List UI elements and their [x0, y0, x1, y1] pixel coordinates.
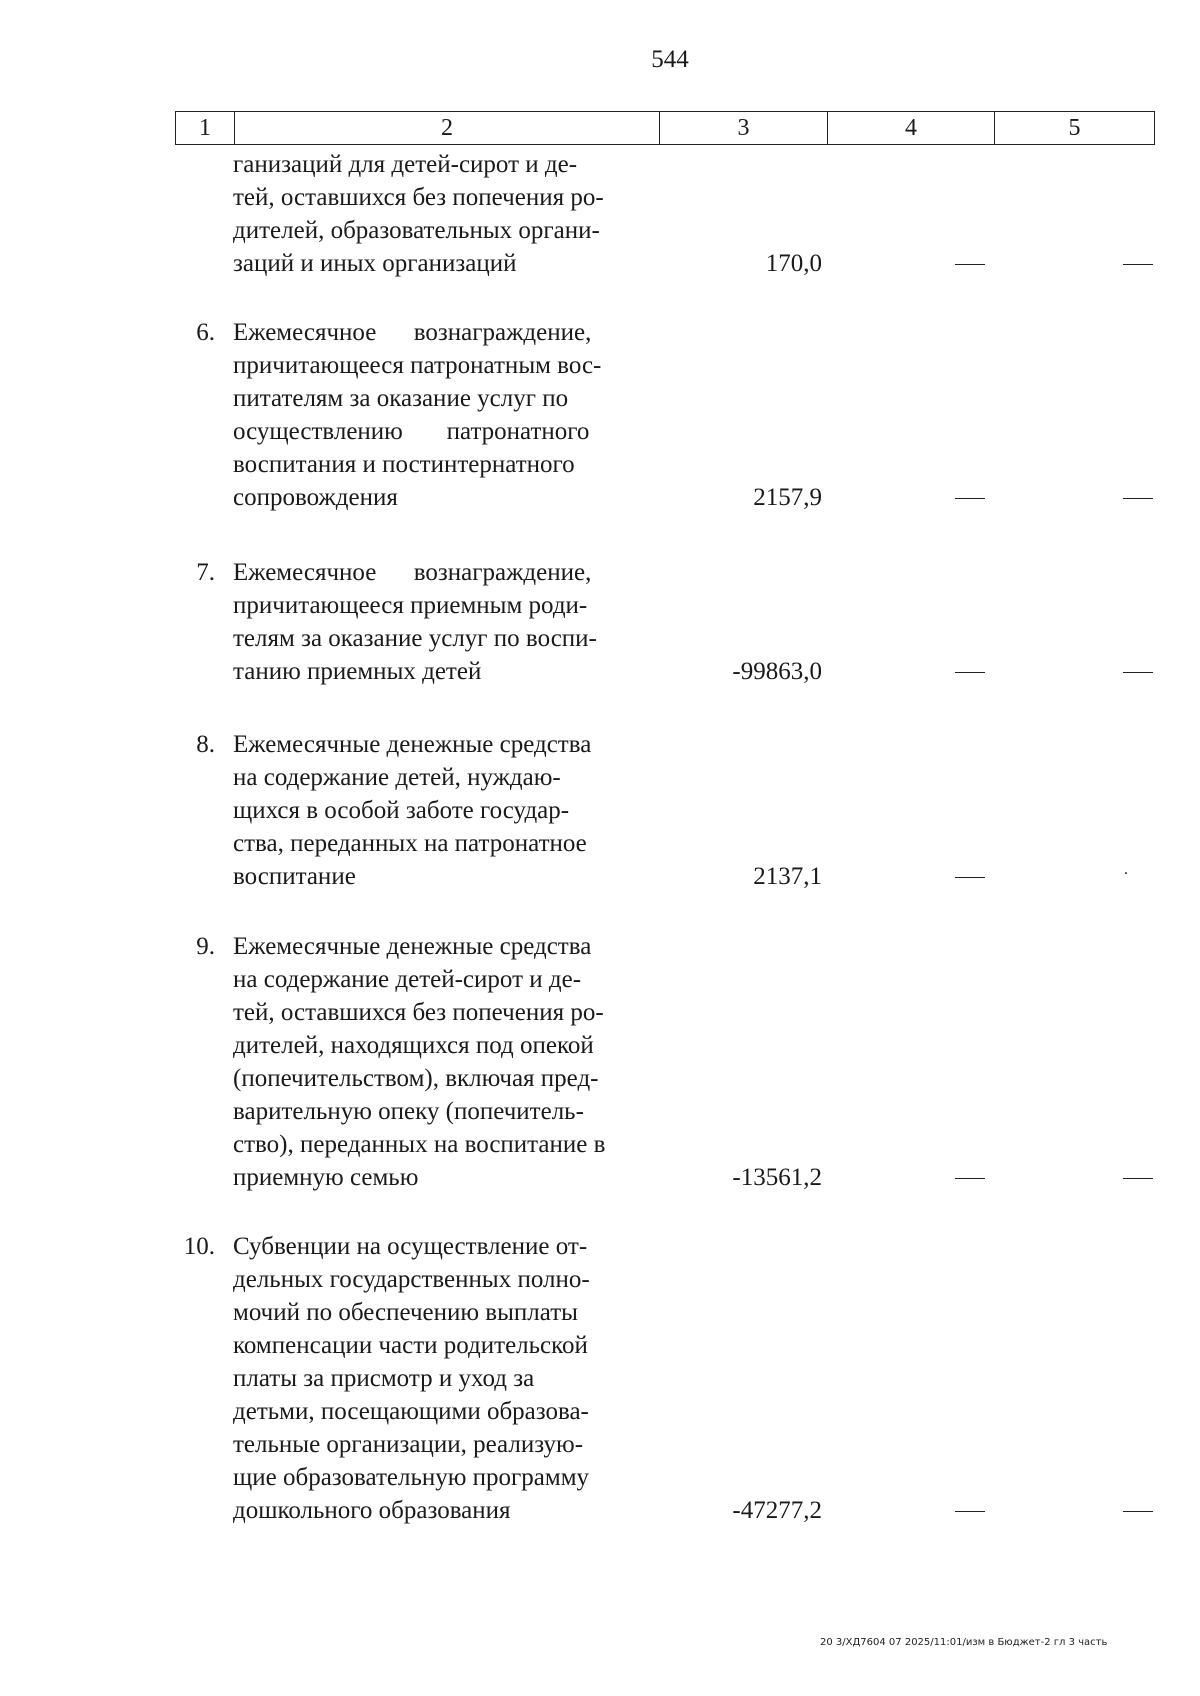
row-dash-col4 [955, 264, 985, 265]
header-col-3: 3 [660, 112, 828, 144]
header-col-4: 4 [828, 112, 995, 144]
row-number: 8. [196, 731, 215, 758]
footer-file-reference: 20 3/ХД7604 07 2025/11:01/изм в Бюджет-2 гл 3 часть [820, 1637, 1108, 1648]
row-value-col3: -99863,0 [732, 658, 822, 685]
row-description: Ежемесячные денежные средства на содержание детей-сирот и де- тей, оставшихся без попечения ро- дителей, находящихся под опекой (попечительством), включая пред- варительную опеку (попечитель- ство), переданных на воспитание в приемную семью [233, 933, 606, 1191]
row-dash-col5 [1123, 264, 1153, 265]
row-number: 10. [183, 1233, 215, 1260]
row-dash-col4 [955, 498, 985, 499]
row-number: 7. [196, 559, 215, 586]
page-number: 544 [651, 46, 689, 73]
row-dash-col4 [955, 672, 985, 673]
row-value-col3: 2137,1 [753, 863, 822, 890]
row-number: 6. [196, 319, 215, 346]
row-value-col3: 2157,9 [753, 484, 822, 511]
row-dash-col5 [1123, 672, 1153, 673]
table-header [175, 111, 1155, 145]
header-col-5: 5 [1068, 115, 1081, 141]
row-dash-col4 [955, 1511, 985, 1512]
header-col-2: 2 [235, 112, 660, 144]
header-col-1: 1 [176, 112, 235, 144]
row-value-col3: 170,0 [765, 250, 822, 277]
row-description: Ежемесячные денежные средства на содержание детей, нуждаю- щихся в особой заботе государ- ства, переданных на патронатное воспитание [233, 731, 592, 890]
row-value-col3: -13561,2 [732, 1164, 822, 1191]
row-description: Ежемесячное вознаграждение, причитающееся приемным роди- телям за оказание услуг по воспи- танию приемных детей [233, 559, 597, 685]
row-description: Субвенции на осуществление от- дельных государственных полно- мочий по обеспечению выплаты компенсации части родительской платы за присмотр и уход за детьми, посещающими образова- тельные организации, реализую- щие образовательную программу дошкольного образования [233, 1233, 590, 1524]
row-dash-col5 [1123, 1178, 1153, 1179]
row-dash-col4 [955, 1178, 985, 1179]
row-dash-col4 [955, 877, 985, 878]
row-dash-col5 [1123, 1511, 1153, 1512]
row-dash-col5 [1123, 498, 1153, 499]
row-description: ганизаций для детей-сирот и де- тей, оставшихся без попечения ро- дителей, образовательных органи- заций и иных организаций [233, 151, 604, 277]
row-number: 9. [196, 933, 215, 960]
row-description: Ежемесячное вознаграждение, причитающееся патронатным вос- питателям за оказание услуг по осуществлению патронатного воспитания и постинтернатного сопровождения [233, 319, 602, 511]
row-value-col3: -47277,2 [732, 1497, 822, 1524]
row-mark-col5: . [1124, 861, 1128, 878]
